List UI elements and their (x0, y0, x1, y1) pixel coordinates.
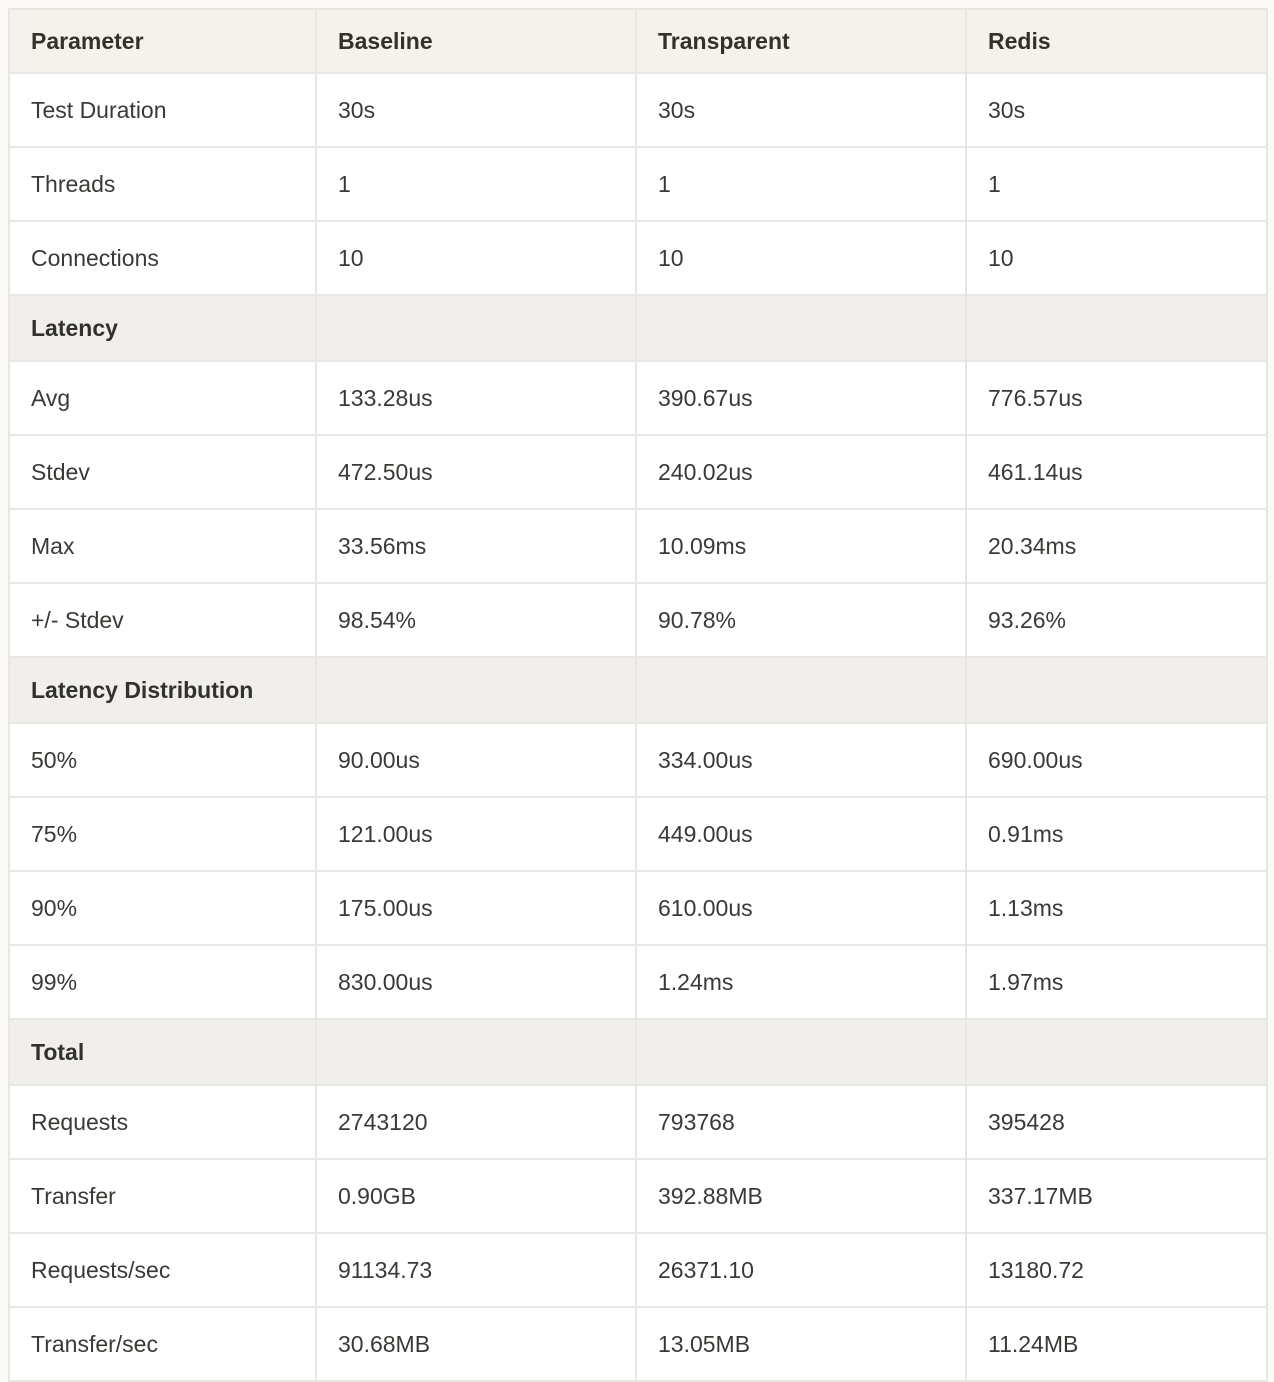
table-row (9, 1233, 1267, 1307)
row-label: Connections (9, 221, 316, 295)
section-title: Latency Distribution (9, 657, 316, 723)
cell-value: 93.26% (966, 583, 1267, 657)
table-row (9, 1307, 1267, 1381)
cell-empty (316, 657, 636, 723)
cell-value: 30s (966, 73, 1267, 147)
cell-empty (636, 657, 966, 723)
row-label: +/- Stdev (9, 583, 316, 657)
row-label: Threads (9, 147, 316, 221)
cell-value: 461.14us (966, 435, 1267, 509)
row-label: 90% (9, 871, 316, 945)
table-row (9, 797, 1267, 871)
table-row (9, 1159, 1267, 1233)
cell-empty (316, 1019, 636, 1085)
table-row (9, 871, 1267, 945)
row-label: Transfer/sec (9, 1307, 316, 1381)
cell-value: 1 (316, 147, 636, 221)
cell-empty (966, 295, 1267, 361)
cell-value: 133.28us (316, 361, 636, 435)
cell-value: 90.00us (316, 723, 636, 797)
cell-value: 98.54% (316, 583, 636, 657)
cell-value: 10 (636, 221, 966, 295)
cell-empty (966, 1019, 1267, 1085)
cell-value: 390.67us (636, 361, 966, 435)
cell-empty (636, 1019, 966, 1085)
cell-value: 1 (966, 147, 1267, 221)
cell-value: 392.88MB (636, 1159, 966, 1233)
cell-empty (316, 295, 636, 361)
cell-value: 610.00us (636, 871, 966, 945)
cell-value: 1.24ms (636, 945, 966, 1019)
cell-value: 0.90GB (316, 1159, 636, 1233)
cell-value: 793768 (636, 1085, 966, 1159)
row-label: Requests (9, 1085, 316, 1159)
cell-value: 449.00us (636, 797, 966, 871)
cell-value: 121.00us (316, 797, 636, 871)
row-label: Stdev (9, 435, 316, 509)
table-header-row (9, 9, 1267, 73)
cell-value: 90.78% (636, 583, 966, 657)
table-row (9, 583, 1267, 657)
table-row (9, 435, 1267, 509)
cell-value: 13.05MB (636, 1307, 966, 1381)
row-label: Test Duration (9, 73, 316, 147)
cell-value: 690.00us (966, 723, 1267, 797)
cell-value: 10 (316, 221, 636, 295)
section-row-total (9, 1019, 1267, 1085)
cell-value: 0.91ms (966, 797, 1267, 871)
table-row (9, 509, 1267, 583)
row-label: Requests/sec (9, 1233, 316, 1307)
cell-value: 395428 (966, 1085, 1267, 1159)
cell-value: 10.09ms (636, 509, 966, 583)
table-row (9, 221, 1267, 295)
cell-value: 13180.72 (966, 1233, 1267, 1307)
table-row (9, 945, 1267, 1019)
cell-value: 1 (636, 147, 966, 221)
cell-value: 20.34ms (966, 509, 1267, 583)
cell-value: 472.50us (316, 435, 636, 509)
cell-value: 337.17MB (966, 1159, 1267, 1233)
row-label: 75% (9, 797, 316, 871)
column-header-redis: Redis (966, 9, 1267, 73)
column-header-baseline: Baseline (316, 9, 636, 73)
section-row-latency (9, 295, 1267, 361)
cell-value: 30.68MB (316, 1307, 636, 1381)
row-label: Transfer (9, 1159, 316, 1233)
cell-value: 91134.73 (316, 1233, 636, 1307)
section-title: Latency (9, 295, 316, 361)
row-label: Max (9, 509, 316, 583)
column-header-parameter: Parameter (9, 9, 316, 73)
cell-value: 33.56ms (316, 509, 636, 583)
table-row (9, 73, 1267, 147)
cell-value: 26371.10 (636, 1233, 966, 1307)
table-row (9, 361, 1267, 435)
cell-value: 30s (636, 73, 966, 147)
cell-value: 1.13ms (966, 871, 1267, 945)
cell-value: 2743120 (316, 1085, 636, 1159)
cell-value: 30s (316, 73, 636, 147)
cell-empty (636, 295, 966, 361)
benchmark-table (8, 8, 1268, 1382)
table-row (9, 147, 1267, 221)
cell-empty (966, 657, 1267, 723)
cell-value: 1.97ms (966, 945, 1267, 1019)
column-header-transparent: Transparent (636, 9, 966, 73)
row-label: 99% (9, 945, 316, 1019)
table-row (9, 1085, 1267, 1159)
cell-value: 11.24MB (966, 1307, 1267, 1381)
cell-value: 830.00us (316, 945, 636, 1019)
section-title: Total (9, 1019, 316, 1085)
cell-value: 175.00us (316, 871, 636, 945)
cell-value: 776.57us (966, 361, 1267, 435)
row-label: 50% (9, 723, 316, 797)
table-row (9, 723, 1267, 797)
cell-value: 240.02us (636, 435, 966, 509)
row-label: Avg (9, 361, 316, 435)
section-row-latency-distribution (9, 657, 1267, 723)
cell-value: 10 (966, 221, 1267, 295)
cell-value: 334.00us (636, 723, 966, 797)
